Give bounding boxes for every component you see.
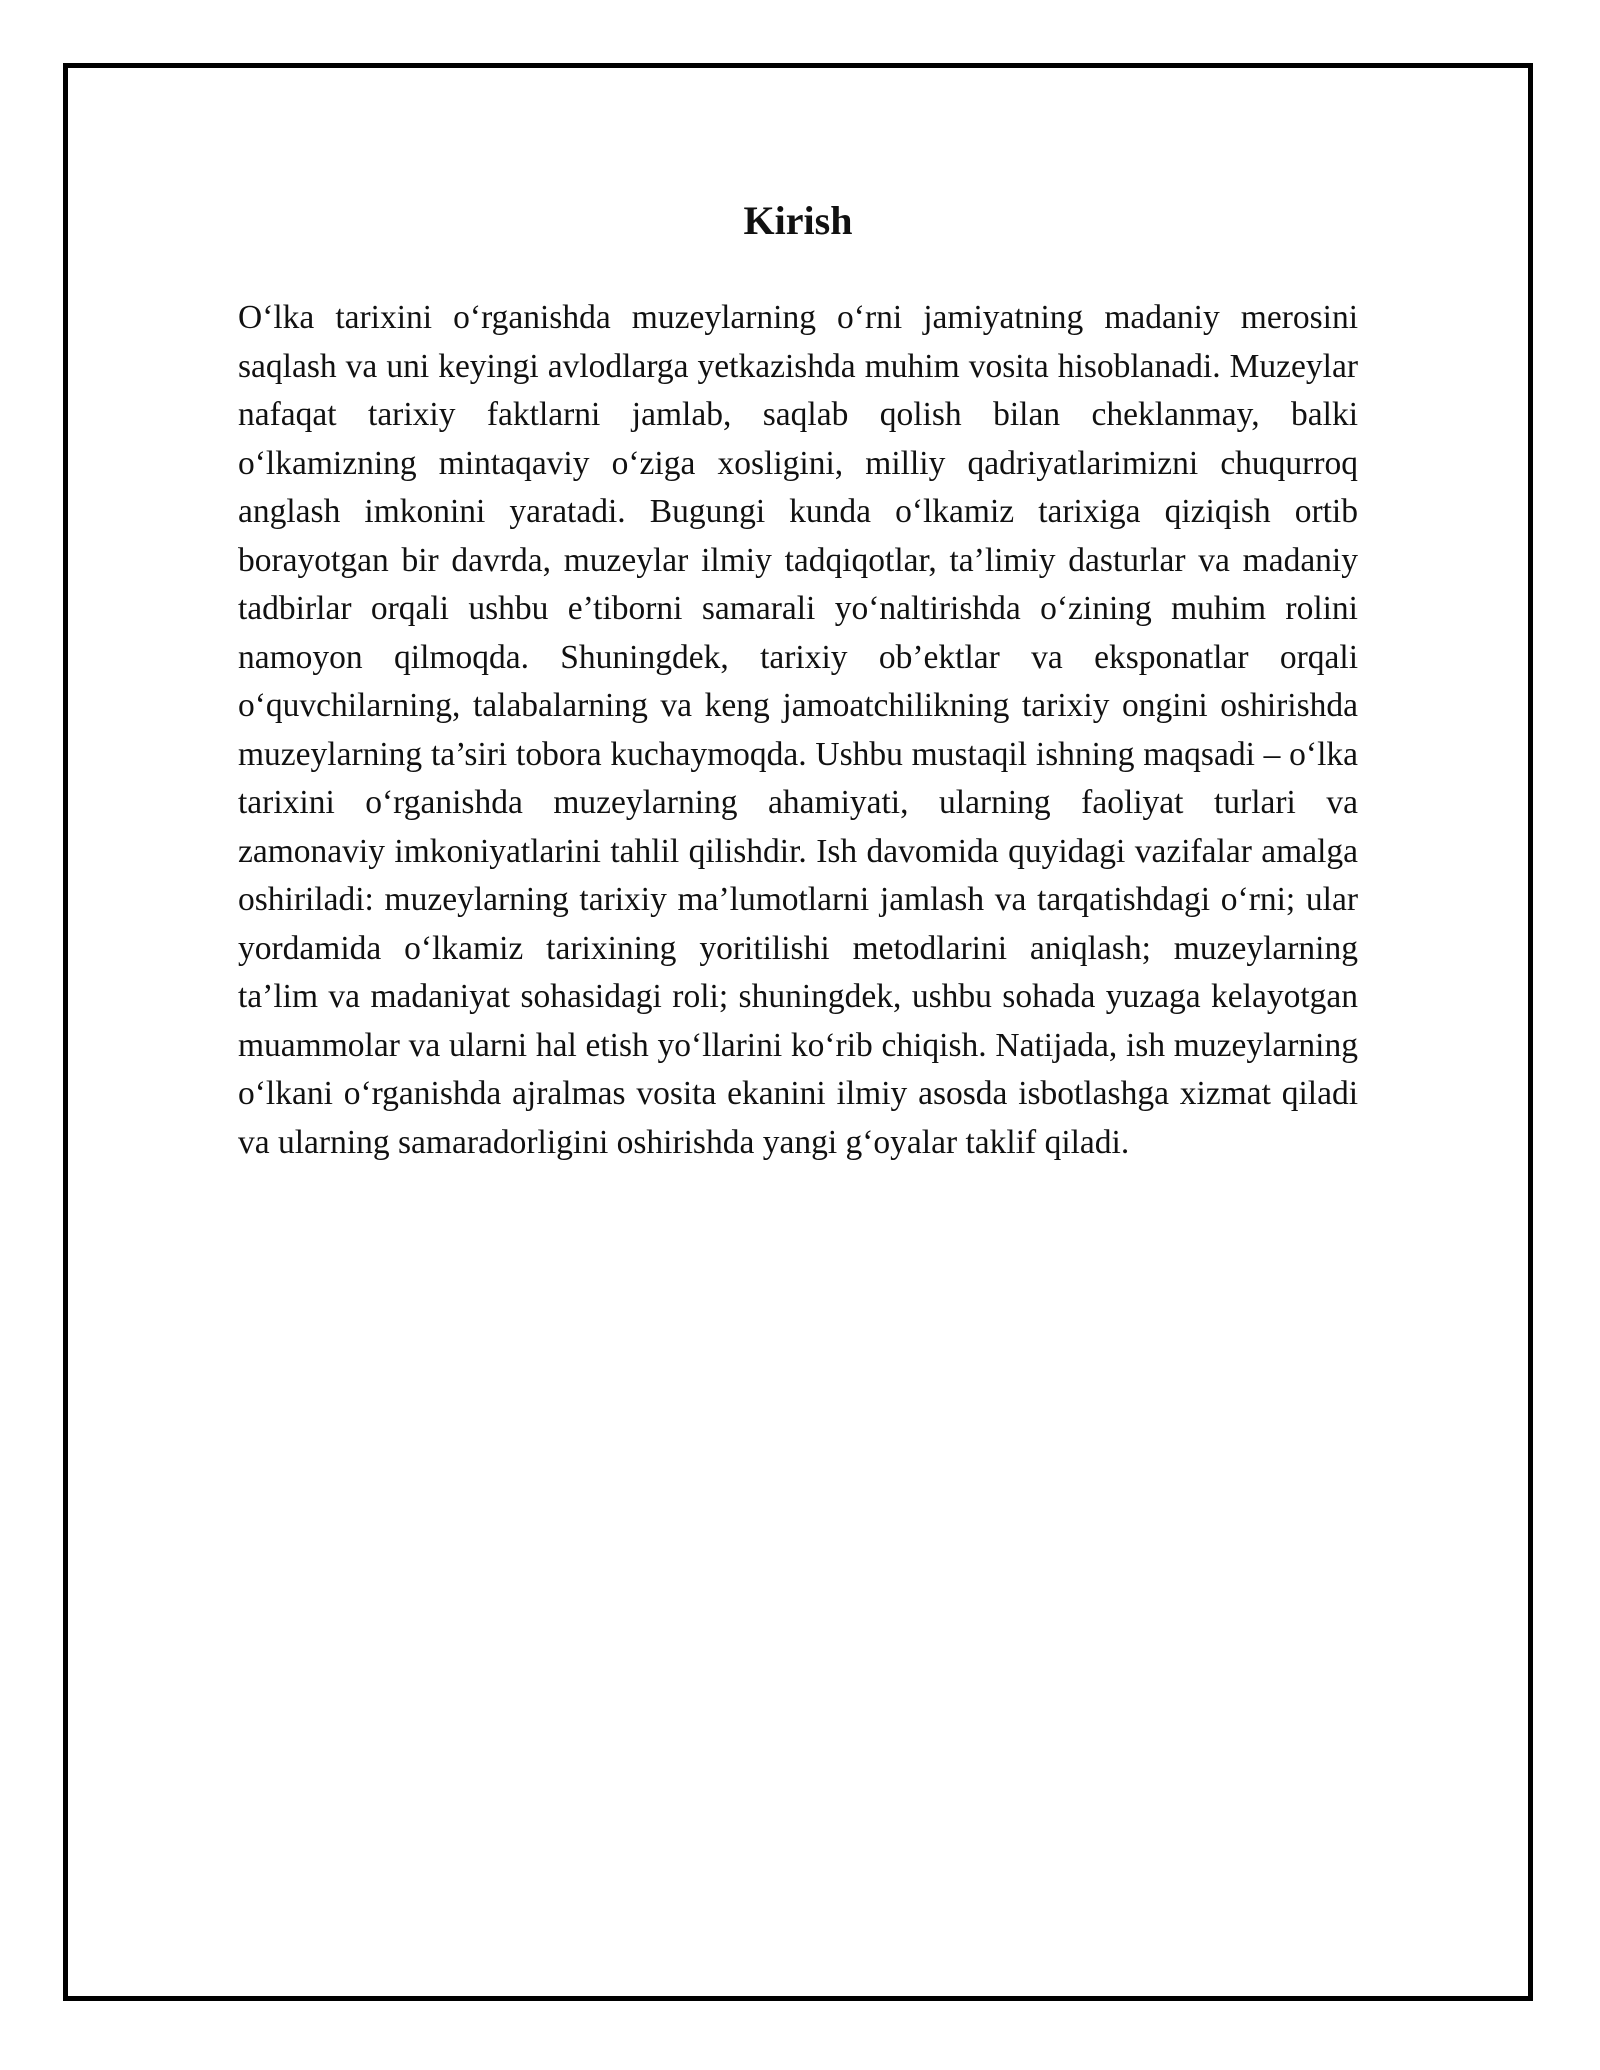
section-heading: Kirish bbox=[743, 198, 853, 243]
body-paragraph: O‘lka tarixini o‘rganishda muzeylarning o‘rni jamiyatning madaniy merosini saqlash va uni keyingi avlodlarga yetkazishda muhim vosita hisoblanadi. Muzeylar nafaqat tarixiy faktlarni jamlab, saqlab qolish bilan cheklanmay, balki o‘lkamizning mintaqaviy o‘ziga xosligini, milliy qadriyatlarimizni chuqurroq anglash imkonini yaratadi. Bugungi kunda o‘lkamiz tarixiga qiziqish ortib borayotgan bir davrda, muzeylar ilmiy tadqiqotlar, ta’limiy dasturlar va madaniy tadbirlar orqali ushbu e’tiborni samarali yo‘naltirishda o‘zining muhim rolini namoyon qilmoqda. Shuningdek, tarixiy ob’ektlar va eksponatlar orqali o‘quvchilarning, talabalarning va keng jamoatchilikning tarixiy ongini oshirishda muzeylarning ta’siri tobora kuchaymoqda. Ushbu mustaqil ishning maqsadi – o‘lka tarixini o‘rganishda muzeylarning ahamiyati, ularning faoliyat turlari va zamonaviy imkoniyatlarini tahlil qilishdir. Ish davomida quyidagi vazifalar amalga oshiriladi: muzeylarning tarixiy ma’lumotlarni jamlash va tarqatishdagi o‘rni; ular yordamida o‘lkamiz tarixining yoritilishi metodlarini aniqlash; muzeylarning ta’lim va madaniyat sohasidagi roli; shuningdek, ushbu sohada yuzaga kelayotgan muammolar va ularni hal etish yo‘llarini ko‘rib chiqish. Natijada, ish muzeylarning o‘lkani o‘rganishda ajralmas vosita ekanini ilmiy asosda isbotlashga xizmat qiladi va ularning samaradorligini oshirishda yangi g‘oyalar taklif qiladi. bbox=[238, 299, 1358, 1161]
page-border bbox=[63, 63, 1533, 2001]
